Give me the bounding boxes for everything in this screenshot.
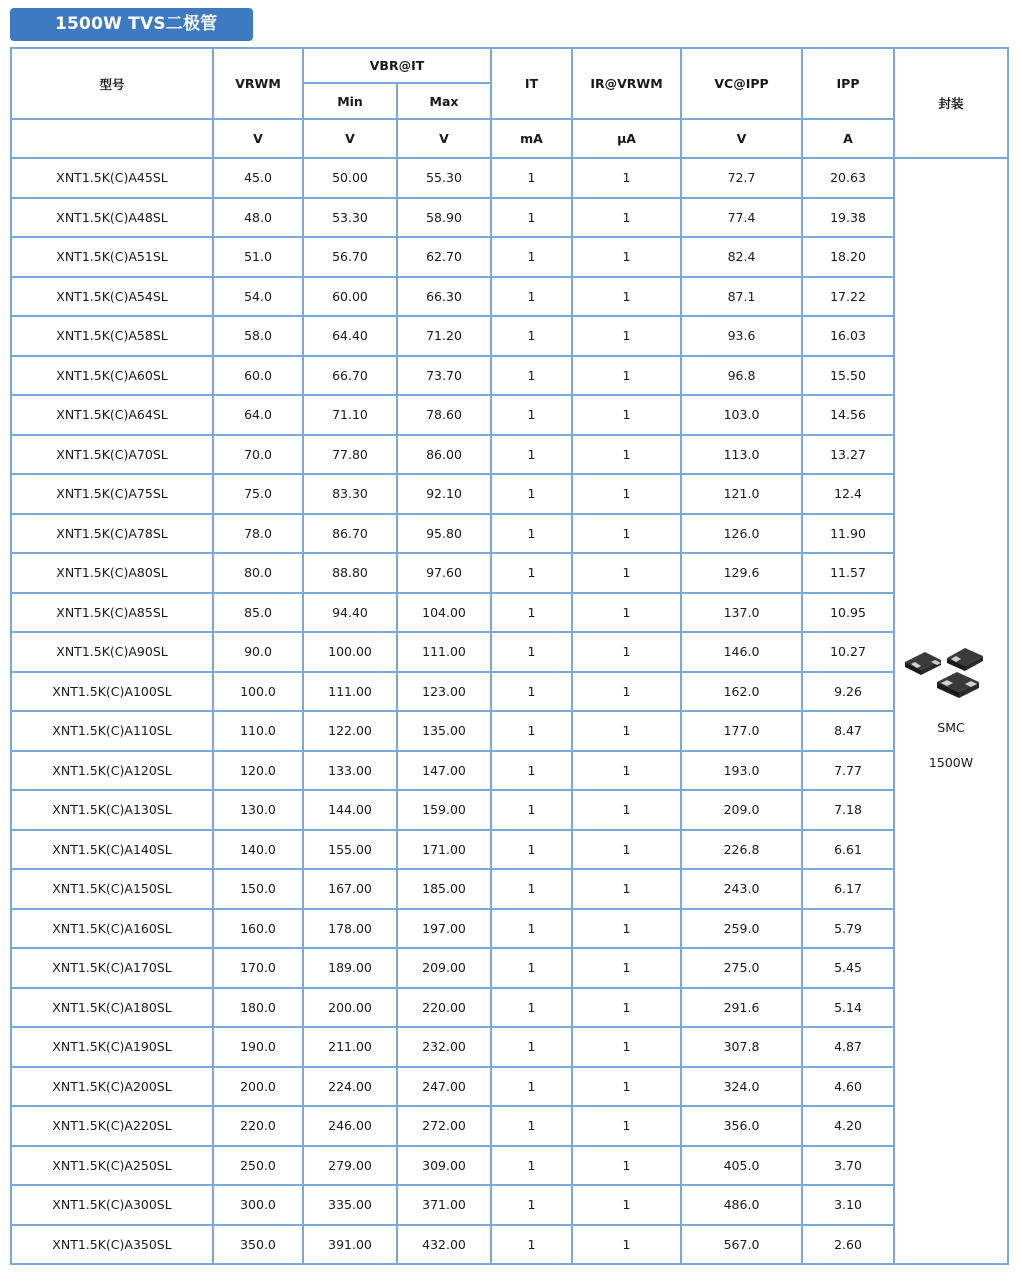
cell-ipp: 7.77 bbox=[802, 751, 894, 791]
cell-vbr-min: 50.00 bbox=[303, 158, 397, 198]
cell-vbr-max: 247.00 bbox=[397, 1067, 491, 1107]
cell-vbr-min: 189.00 bbox=[303, 948, 397, 988]
cell-ir: 1 bbox=[572, 356, 681, 396]
table-row bbox=[11, 474, 1008, 514]
cell-vc: 226.8 bbox=[681, 830, 802, 870]
cell-model: XNT1.5K(C)A60SL bbox=[11, 356, 213, 396]
package-name: SMC bbox=[937, 720, 965, 735]
cell-vbr-max: 185.00 bbox=[397, 869, 491, 909]
cell-vbr-min: 94.40 bbox=[303, 593, 397, 633]
cell-it: 1 bbox=[491, 435, 572, 475]
cell-vrwm: 45.0 bbox=[213, 158, 303, 198]
cell-ir: 1 bbox=[572, 988, 681, 1028]
unit-min: V bbox=[303, 119, 397, 158]
cell-model: XNT1.5K(C)A180SL bbox=[11, 988, 213, 1028]
cell-ipp: 10.95 bbox=[802, 593, 894, 633]
cell-ipp: 14.56 bbox=[802, 395, 894, 435]
cell-model: XNT1.5K(C)A64SL bbox=[11, 395, 213, 435]
unit-max: V bbox=[397, 119, 491, 158]
cell-model: XNT1.5K(C)A130SL bbox=[11, 790, 213, 830]
cell-vbr-max: 171.00 bbox=[397, 830, 491, 870]
cell-it: 1 bbox=[491, 711, 572, 751]
cell-it: 1 bbox=[491, 474, 572, 514]
cell-vc: 137.0 bbox=[681, 593, 802, 633]
cell-model: XNT1.5K(C)A80SL bbox=[11, 553, 213, 593]
cell-ir: 1 bbox=[572, 1146, 681, 1186]
cell-it: 1 bbox=[491, 395, 572, 435]
cell-vbr-max: 272.00 bbox=[397, 1106, 491, 1146]
cell-vrwm: 300.0 bbox=[213, 1185, 303, 1225]
cell-model: XNT1.5K(C)A45SL bbox=[11, 158, 213, 198]
cell-it: 1 bbox=[491, 356, 572, 396]
header-vbr-max: Max bbox=[397, 83, 491, 119]
cell-vc: 146.0 bbox=[681, 632, 802, 672]
cell-vrwm: 64.0 bbox=[213, 395, 303, 435]
cell-ipp: 11.57 bbox=[802, 553, 894, 593]
cell-vrwm: 100.0 bbox=[213, 672, 303, 712]
cell-ir: 1 bbox=[572, 751, 681, 791]
cell-vbr-min: 133.00 bbox=[303, 751, 397, 791]
table-row bbox=[11, 435, 1008, 475]
cell-ir: 1 bbox=[572, 593, 681, 633]
table-row bbox=[11, 1106, 1008, 1146]
unit-ipp: A bbox=[802, 119, 894, 158]
cell-model: XNT1.5K(C)A78SL bbox=[11, 514, 213, 554]
cell-vbr-max: 309.00 bbox=[397, 1146, 491, 1186]
cell-it: 1 bbox=[491, 790, 572, 830]
table-row bbox=[11, 672, 1008, 712]
cell-vbr-max: 371.00 bbox=[397, 1185, 491, 1225]
header-ipp: IPP bbox=[802, 48, 894, 119]
cell-ipp: 15.50 bbox=[802, 356, 894, 396]
header-vbr-min: Min bbox=[303, 83, 397, 119]
cell-vbr-max: 197.00 bbox=[397, 909, 491, 949]
cell-it: 1 bbox=[491, 1185, 572, 1225]
cell-ipp: 2.60 bbox=[802, 1225, 894, 1265]
cell-model: XNT1.5K(C)A250SL bbox=[11, 1146, 213, 1186]
unit-vc: V bbox=[681, 119, 802, 158]
cell-vbr-min: 200.00 bbox=[303, 988, 397, 1028]
table-row bbox=[11, 514, 1008, 554]
table-row bbox=[11, 711, 1008, 751]
cell-vbr-min: 83.30 bbox=[303, 474, 397, 514]
unit-model-empty bbox=[11, 119, 213, 158]
cell-vbr-max: 123.00 bbox=[397, 672, 491, 712]
cell-vbr-max: 111.00 bbox=[397, 632, 491, 672]
cell-vrwm: 130.0 bbox=[213, 790, 303, 830]
cell-vbr-min: 53.30 bbox=[303, 198, 397, 238]
cell-ir: 1 bbox=[572, 1106, 681, 1146]
cell-it: 1 bbox=[491, 514, 572, 554]
table-row bbox=[11, 790, 1008, 830]
cell-vbr-min: 144.00 bbox=[303, 790, 397, 830]
cell-ir: 1 bbox=[572, 790, 681, 830]
cell-ir: 1 bbox=[572, 277, 681, 317]
cell-ipp: 5.45 bbox=[802, 948, 894, 988]
table-row bbox=[11, 237, 1008, 277]
cell-ir: 1 bbox=[572, 474, 681, 514]
cell-model: XNT1.5K(C)A140SL bbox=[11, 830, 213, 870]
cell-ir: 1 bbox=[572, 632, 681, 672]
header-vrwm: VRWM bbox=[213, 48, 303, 119]
cell-model: XNT1.5K(C)A48SL bbox=[11, 198, 213, 238]
cell-vbr-min: 335.00 bbox=[303, 1185, 397, 1225]
cell-it: 1 bbox=[491, 1106, 572, 1146]
cell-ir: 1 bbox=[572, 948, 681, 988]
cell-vbr-max: 135.00 bbox=[397, 711, 491, 751]
cell-vrwm: 200.0 bbox=[213, 1067, 303, 1107]
cell-it: 1 bbox=[491, 198, 572, 238]
cell-vc: 243.0 bbox=[681, 869, 802, 909]
cell-vbr-max: 58.90 bbox=[397, 198, 491, 238]
cell-vc: 291.6 bbox=[681, 988, 802, 1028]
header-it: IT bbox=[491, 48, 572, 119]
unit-ir: μA bbox=[572, 119, 681, 158]
cell-vbr-max: 86.00 bbox=[397, 435, 491, 475]
cell-vc: 72.7 bbox=[681, 158, 802, 198]
cell-vc: 93.6 bbox=[681, 316, 802, 356]
cell-ir: 1 bbox=[572, 158, 681, 198]
table-row bbox=[11, 948, 1008, 988]
cell-vbr-min: 279.00 bbox=[303, 1146, 397, 1186]
cell-model: XNT1.5K(C)A75SL bbox=[11, 474, 213, 514]
cell-vrwm: 220.0 bbox=[213, 1106, 303, 1146]
table-row bbox=[11, 1027, 1008, 1067]
table-row bbox=[11, 158, 1008, 198]
cell-ipp: 8.47 bbox=[802, 711, 894, 751]
cell-vc: 405.0 bbox=[681, 1146, 802, 1186]
cell-vc: 324.0 bbox=[681, 1067, 802, 1107]
cell-it: 1 bbox=[491, 277, 572, 317]
table-row bbox=[11, 1067, 1008, 1107]
cell-vc: 209.0 bbox=[681, 790, 802, 830]
cell-ir: 1 bbox=[572, 1067, 681, 1107]
cell-ir: 1 bbox=[572, 198, 681, 238]
cell-ir: 1 bbox=[572, 830, 681, 870]
cell-vbr-max: 220.00 bbox=[397, 988, 491, 1028]
table-body bbox=[11, 158, 1008, 1264]
cell-vbr-min: 391.00 bbox=[303, 1225, 397, 1265]
cell-it: 1 bbox=[491, 948, 572, 988]
cell-model: XNT1.5K(C)A220SL bbox=[11, 1106, 213, 1146]
cell-ir: 1 bbox=[572, 711, 681, 751]
cell-it: 1 bbox=[491, 1225, 572, 1265]
cell-vrwm: 80.0 bbox=[213, 553, 303, 593]
cell-vc: 113.0 bbox=[681, 435, 802, 475]
cell-vrwm: 160.0 bbox=[213, 909, 303, 949]
cell-it: 1 bbox=[491, 632, 572, 672]
cell-vc: 162.0 bbox=[681, 672, 802, 712]
cell-model: XNT1.5K(C)A100SL bbox=[11, 672, 213, 712]
cell-vbr-max: 97.60 bbox=[397, 553, 491, 593]
cell-ipp: 17.22 bbox=[802, 277, 894, 317]
cell-vrwm: 85.0 bbox=[213, 593, 303, 633]
cell-ipp: 12.4 bbox=[802, 474, 894, 514]
cell-it: 1 bbox=[491, 751, 572, 791]
cell-vc: 356.0 bbox=[681, 1106, 802, 1146]
cell-vbr-max: 71.20 bbox=[397, 316, 491, 356]
cell-model: XNT1.5K(C)A70SL bbox=[11, 435, 213, 475]
cell-ipp: 7.18 bbox=[802, 790, 894, 830]
cell-it: 1 bbox=[491, 909, 572, 949]
cell-ipp: 4.60 bbox=[802, 1067, 894, 1107]
cell-vbr-max: 159.00 bbox=[397, 790, 491, 830]
cell-vrwm: 90.0 bbox=[213, 632, 303, 672]
cell-model: XNT1.5K(C)A51SL bbox=[11, 237, 213, 277]
cell-ipp: 4.87 bbox=[802, 1027, 894, 1067]
cell-it: 1 bbox=[491, 158, 572, 198]
cell-it: 1 bbox=[491, 869, 572, 909]
header-model: 型号 bbox=[11, 48, 213, 119]
cell-vbr-min: 60.00 bbox=[303, 277, 397, 317]
header-package: 封装 bbox=[894, 48, 1008, 158]
table-row bbox=[11, 1185, 1008, 1225]
table-row bbox=[11, 198, 1008, 238]
cell-vbr-min: 111.00 bbox=[303, 672, 397, 712]
cell-ir: 1 bbox=[572, 672, 681, 712]
cell-ipp: 9.26 bbox=[802, 672, 894, 712]
cell-ir: 1 bbox=[572, 909, 681, 949]
cell-vrwm: 190.0 bbox=[213, 1027, 303, 1067]
cell-ipp: 6.17 bbox=[802, 869, 894, 909]
cell-vbr-min: 155.00 bbox=[303, 830, 397, 870]
cell-model: XNT1.5K(C)A350SL bbox=[11, 1225, 213, 1265]
cell-vrwm: 180.0 bbox=[213, 988, 303, 1028]
cell-it: 1 bbox=[491, 672, 572, 712]
table-row bbox=[11, 632, 1008, 672]
table-row bbox=[11, 553, 1008, 593]
cell-vbr-max: 66.30 bbox=[397, 277, 491, 317]
cell-it: 1 bbox=[491, 830, 572, 870]
cell-vrwm: 60.0 bbox=[213, 356, 303, 396]
cell-vrwm: 350.0 bbox=[213, 1225, 303, 1265]
cell-vbr-min: 66.70 bbox=[303, 356, 397, 396]
header-vc: VC@IPP bbox=[681, 48, 802, 119]
cell-ipp: 6.61 bbox=[802, 830, 894, 870]
cell-model: XNT1.5K(C)A85SL bbox=[11, 593, 213, 633]
cell-model: XNT1.5K(C)A90SL bbox=[11, 632, 213, 672]
cell-ir: 1 bbox=[572, 435, 681, 475]
cell-vrwm: 120.0 bbox=[213, 751, 303, 791]
cell-it: 1 bbox=[491, 1146, 572, 1186]
cell-vbr-min: 246.00 bbox=[303, 1106, 397, 1146]
cell-vbr-min: 77.80 bbox=[303, 435, 397, 475]
cell-vbr-min: 64.40 bbox=[303, 316, 397, 356]
cell-it: 1 bbox=[491, 553, 572, 593]
cell-ipp: 3.10 bbox=[802, 1185, 894, 1225]
cell-vrwm: 140.0 bbox=[213, 830, 303, 870]
cell-vbr-min: 56.70 bbox=[303, 237, 397, 277]
cell-vbr-min: 167.00 bbox=[303, 869, 397, 909]
cell-vrwm: 150.0 bbox=[213, 869, 303, 909]
cell-ipp: 18.20 bbox=[802, 237, 894, 277]
cell-ipp: 10.27 bbox=[802, 632, 894, 672]
cell-ipp: 5.14 bbox=[802, 988, 894, 1028]
cell-ipp: 13.27 bbox=[802, 435, 894, 475]
cell-vc: 275.0 bbox=[681, 948, 802, 988]
cell-model: XNT1.5K(C)A300SL bbox=[11, 1185, 213, 1225]
cell-it: 1 bbox=[491, 237, 572, 277]
table-row bbox=[11, 593, 1008, 633]
cell-ir: 1 bbox=[572, 316, 681, 356]
cell-vrwm: 250.0 bbox=[213, 1146, 303, 1186]
cell-ipp: 3.70 bbox=[802, 1146, 894, 1186]
cell-vc: 177.0 bbox=[681, 711, 802, 751]
cell-vrwm: 58.0 bbox=[213, 316, 303, 356]
cell-ir: 1 bbox=[572, 553, 681, 593]
header-vbr: VBR@IT bbox=[303, 48, 491, 83]
cell-vc: 129.6 bbox=[681, 553, 802, 593]
cell-vrwm: 110.0 bbox=[213, 711, 303, 751]
table-row bbox=[11, 356, 1008, 396]
cell-vc: 126.0 bbox=[681, 514, 802, 554]
cell-it: 1 bbox=[491, 1067, 572, 1107]
cell-vc: 121.0 bbox=[681, 474, 802, 514]
cell-vrwm: 48.0 bbox=[213, 198, 303, 238]
cell-vbr-min: 211.00 bbox=[303, 1027, 397, 1067]
cell-vc: 193.0 bbox=[681, 751, 802, 791]
cell-ir: 1 bbox=[572, 237, 681, 277]
smc-package-icon bbox=[901, 642, 1001, 704]
unit-vrwm: V bbox=[213, 119, 303, 158]
cell-vrwm: 78.0 bbox=[213, 514, 303, 554]
cell-vbr-min: 178.00 bbox=[303, 909, 397, 949]
cell-model: XNT1.5K(C)A160SL bbox=[11, 909, 213, 949]
cell-vc: 77.4 bbox=[681, 198, 802, 238]
table-row bbox=[11, 316, 1008, 356]
cell-it: 1 bbox=[491, 988, 572, 1028]
cell-vc: 486.0 bbox=[681, 1185, 802, 1225]
table-row bbox=[11, 909, 1008, 949]
cell-model: XNT1.5K(C)A200SL bbox=[11, 1067, 213, 1107]
cell-vc: 87.1 bbox=[681, 277, 802, 317]
cell-model: XNT1.5K(C)A110SL bbox=[11, 711, 213, 751]
cell-ipp: 16.03 bbox=[802, 316, 894, 356]
cell-vbr-min: 71.10 bbox=[303, 395, 397, 435]
cell-model: XNT1.5K(C)A170SL bbox=[11, 948, 213, 988]
cell-vrwm: 54.0 bbox=[213, 277, 303, 317]
cell-it: 1 bbox=[491, 316, 572, 356]
table-row bbox=[11, 751, 1008, 791]
cell-ir: 1 bbox=[572, 514, 681, 554]
cell-vbr-min: 224.00 bbox=[303, 1067, 397, 1107]
cell-vc: 259.0 bbox=[681, 909, 802, 949]
cell-vbr-min: 88.80 bbox=[303, 553, 397, 593]
cell-vbr-min: 122.00 bbox=[303, 711, 397, 751]
cell-vbr-max: 62.70 bbox=[397, 237, 491, 277]
cell-it: 1 bbox=[491, 1027, 572, 1067]
table-row bbox=[11, 988, 1008, 1028]
table-row bbox=[11, 395, 1008, 435]
header-ir: IR@VRWM bbox=[572, 48, 681, 119]
table-row bbox=[11, 830, 1008, 870]
cell-ipp: 19.38 bbox=[802, 198, 894, 238]
cell-ir: 1 bbox=[572, 1185, 681, 1225]
table-row bbox=[11, 869, 1008, 909]
cell-ipp: 5.79 bbox=[802, 909, 894, 949]
cell-vbr-max: 55.30 bbox=[397, 158, 491, 198]
tvs-spec-table bbox=[10, 47, 1009, 1265]
cell-model: XNT1.5K(C)A150SL bbox=[11, 869, 213, 909]
cell-model: XNT1.5K(C)A190SL bbox=[11, 1027, 213, 1067]
cell-model: XNT1.5K(C)A58SL bbox=[11, 316, 213, 356]
cell-vc: 567.0 bbox=[681, 1225, 802, 1265]
cell-vrwm: 70.0 bbox=[213, 435, 303, 475]
cell-vrwm: 75.0 bbox=[213, 474, 303, 514]
cell-vbr-max: 232.00 bbox=[397, 1027, 491, 1067]
cell-ir: 1 bbox=[572, 395, 681, 435]
package-cell bbox=[894, 158, 1008, 1264]
cell-vc: 82.4 bbox=[681, 237, 802, 277]
cell-vc: 103.0 bbox=[681, 395, 802, 435]
cell-vbr-max: 209.00 bbox=[397, 948, 491, 988]
cell-vbr-max: 95.80 bbox=[397, 514, 491, 554]
unit-it: mA bbox=[491, 119, 572, 158]
section-title: 1500W TVS二极管 bbox=[10, 8, 253, 41]
cell-it: 1 bbox=[491, 593, 572, 633]
cell-vbr-max: 432.00 bbox=[397, 1225, 491, 1265]
cell-ir: 1 bbox=[572, 1225, 681, 1265]
package-power: 1500W bbox=[928, 755, 974, 770]
cell-model: XNT1.5K(C)A54SL bbox=[11, 277, 213, 317]
table-row bbox=[11, 1146, 1008, 1186]
cell-vbr-min: 100.00 bbox=[303, 632, 397, 672]
cell-vrwm: 51.0 bbox=[213, 237, 303, 277]
cell-ipp: 4.20 bbox=[802, 1106, 894, 1146]
table-row bbox=[11, 277, 1008, 317]
cell-ipp: 11.90 bbox=[802, 514, 894, 554]
cell-vbr-max: 147.00 bbox=[397, 751, 491, 791]
cell-vbr-max: 78.60 bbox=[397, 395, 491, 435]
cell-vrwm: 170.0 bbox=[213, 948, 303, 988]
cell-ipp: 20.63 bbox=[802, 158, 894, 198]
table-row bbox=[11, 1225, 1008, 1265]
cell-ir: 1 bbox=[572, 869, 681, 909]
cell-model: XNT1.5K(C)A120SL bbox=[11, 751, 213, 791]
cell-vc: 307.8 bbox=[681, 1027, 802, 1067]
cell-vbr-max: 92.10 bbox=[397, 474, 491, 514]
cell-vbr-max: 73.70 bbox=[397, 356, 491, 396]
cell-vbr-min: 86.70 bbox=[303, 514, 397, 554]
cell-ir: 1 bbox=[572, 1027, 681, 1067]
cell-vc: 96.8 bbox=[681, 356, 802, 396]
cell-vbr-max: 104.00 bbox=[397, 593, 491, 633]
